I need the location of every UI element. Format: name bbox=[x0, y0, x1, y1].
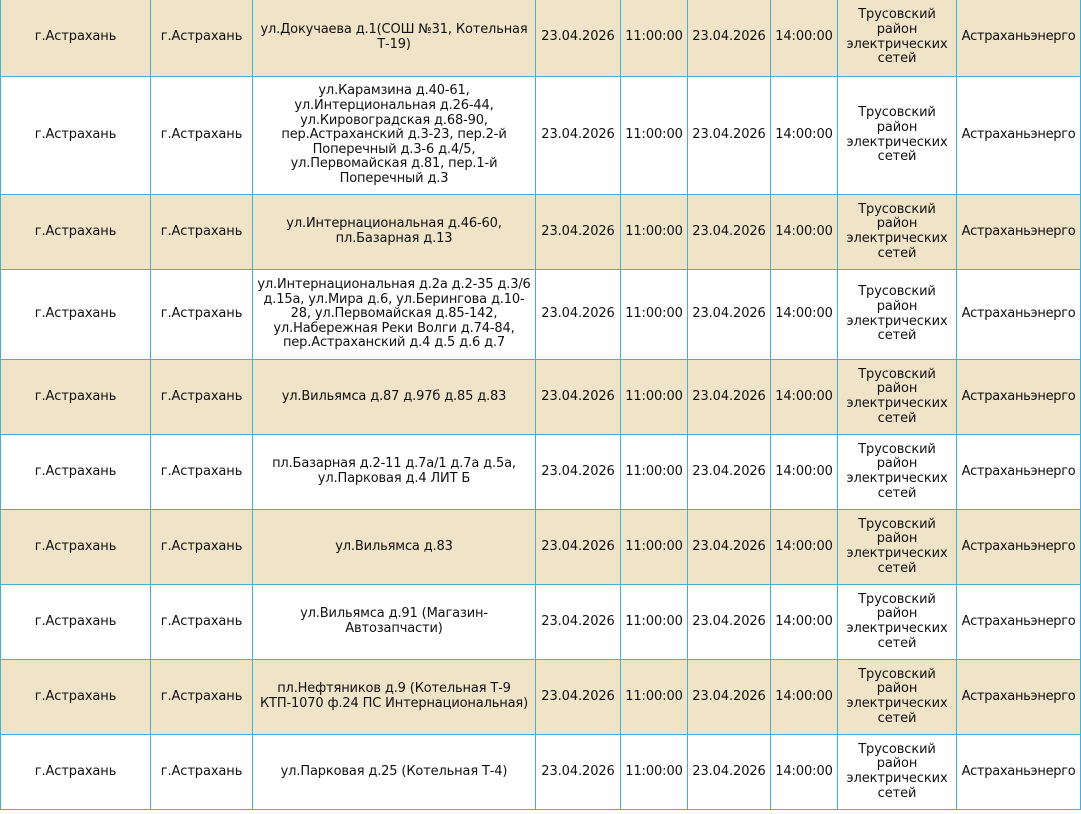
start-time-cell: 11:00:00 bbox=[621, 510, 688, 585]
end-time-cell: 14:00:00 bbox=[771, 585, 838, 660]
end-date-cell: 23.04.2026 bbox=[688, 435, 771, 510]
end-date-cell: 23.04.2026 bbox=[688, 0, 771, 77]
city-cell: г.Астрахань bbox=[1, 660, 151, 735]
end-time-cell: 14:00:00 bbox=[771, 270, 838, 360]
start-date-cell: 23.04.2026 bbox=[536, 0, 621, 77]
start-date-cell: 23.04.2026 bbox=[536, 510, 621, 585]
start-time-cell: 11:00:00 bbox=[621, 195, 688, 270]
region-cell: Трусовский район электрических сетей bbox=[838, 0, 957, 77]
organization-cell: Астраханьэнерго bbox=[957, 195, 1081, 270]
address-cell: ул.Вильямса д.83 bbox=[253, 510, 536, 585]
organization-cell: Астраханьэнерго bbox=[957, 0, 1081, 77]
city-cell: г.Астрахань bbox=[1, 270, 151, 360]
table-row bbox=[1, 195, 1081, 270]
locality-cell: г.Астрахань bbox=[151, 77, 253, 195]
city-cell: г.Астрахань bbox=[1, 195, 151, 270]
locality-cell: г.Астрахань bbox=[151, 735, 253, 810]
start-time-cell: 11:00:00 bbox=[621, 660, 688, 735]
locality-cell: г.Астрахань bbox=[151, 270, 253, 360]
locality-cell: г.Астрахань bbox=[151, 195, 253, 270]
start-date-cell: 23.04.2026 bbox=[536, 435, 621, 510]
locality-cell: г.Астрахань bbox=[151, 660, 253, 735]
end-time-cell: 14:00:00 bbox=[771, 195, 838, 270]
table-row bbox=[1, 435, 1081, 510]
end-time-cell: 14:00:00 bbox=[771, 435, 838, 510]
region-cell: Трусовский район электрических сетей bbox=[838, 77, 957, 195]
end-date-cell: 23.04.2026 bbox=[688, 270, 771, 360]
table-body bbox=[1, 0, 1081, 810]
start-date-cell: 23.04.2026 bbox=[536, 77, 621, 195]
locality-cell: г.Астрахань bbox=[151, 360, 253, 435]
end-date-cell: 23.04.2026 bbox=[688, 195, 771, 270]
end-date-cell: 23.04.2026 bbox=[688, 735, 771, 810]
address-cell: ул.Вильямса д.87 д.97б д.85 д.83 bbox=[253, 360, 536, 435]
table-row bbox=[1, 77, 1081, 195]
address-cell: ул.Интернациональная д.46-60, пл.Базарная д.13 bbox=[253, 195, 536, 270]
address-cell: ул.Карамзина д.40-61, ул.Интерциональная д.26-44, ул.Кировоградская д.68-90, пер.Астраханский д.3-23, пер.2-й Поперечный д.3-6 д.4/5, ул.Первомайская д.81, пер.1-й Поперечный д.3 bbox=[253, 77, 536, 195]
region-cell: Трусовский район электрических сетей bbox=[838, 735, 957, 810]
table-row bbox=[1, 660, 1081, 735]
address-cell: пл.Базарная д.2-11 д.7а/1 д.7а д.5а, ул.Парковая д.4 ЛИТ Б bbox=[253, 435, 536, 510]
end-time-cell: 14:00:00 bbox=[771, 0, 838, 77]
city-cell: г.Астрахань bbox=[1, 435, 151, 510]
start-time-cell: 11:00:00 bbox=[621, 360, 688, 435]
start-time-cell: 11:00:00 bbox=[621, 585, 688, 660]
region-cell: Трусовский район электрических сетей bbox=[838, 585, 957, 660]
organization-cell: Астраханьэнерго bbox=[957, 735, 1081, 810]
address-cell: ул.Вильямса д.91 (Магазин-Автозапчасти) bbox=[253, 585, 536, 660]
locality-cell: г.Астрахань bbox=[151, 510, 253, 585]
start-time-cell: 11:00:00 bbox=[621, 435, 688, 510]
organization-cell: Астраханьэнерго bbox=[957, 660, 1081, 735]
city-cell: г.Астрахань bbox=[1, 77, 151, 195]
region-cell: Трусовский район электрических сетей bbox=[838, 660, 957, 735]
region-cell: Трусовский район электрических сетей bbox=[838, 360, 957, 435]
region-cell: Трусовский район электрических сетей bbox=[838, 195, 957, 270]
table-row bbox=[1, 585, 1081, 660]
table-row bbox=[1, 360, 1081, 435]
table-row bbox=[1, 270, 1081, 360]
city-cell: г.Астрахань bbox=[1, 0, 151, 77]
end-date-cell: 23.04.2026 bbox=[688, 660, 771, 735]
organization-cell: Астраханьэнерго bbox=[957, 270, 1081, 360]
start-time-cell: 11:00:00 bbox=[621, 735, 688, 810]
end-date-cell: 23.04.2026 bbox=[688, 360, 771, 435]
start-date-cell: 23.04.2026 bbox=[536, 195, 621, 270]
table-row bbox=[1, 510, 1081, 585]
address-cell: ул.Докучаева д.1(СОШ №31, Котельная Т-19) bbox=[253, 0, 536, 77]
organization-cell: Астраханьэнерго bbox=[957, 77, 1081, 195]
organization-cell: Астраханьэнерго bbox=[957, 585, 1081, 660]
table-row bbox=[1, 735, 1081, 810]
end-date-cell: 23.04.2026 bbox=[688, 77, 771, 195]
organization-cell: Астраханьэнерго bbox=[957, 435, 1081, 510]
city-cell: г.Астрахань bbox=[1, 510, 151, 585]
end-time-cell: 14:00:00 bbox=[771, 360, 838, 435]
start-date-cell: 23.04.2026 bbox=[536, 270, 621, 360]
address-cell: ул.Парковая д.25 (Котельная Т-4) bbox=[253, 735, 536, 810]
locality-cell: г.Астрахань bbox=[151, 0, 253, 77]
end-time-cell: 14:00:00 bbox=[771, 77, 838, 195]
start-date-cell: 23.04.2026 bbox=[536, 735, 621, 810]
organization-cell: Астраханьэнерго bbox=[957, 360, 1081, 435]
city-cell: г.Астрахань bbox=[1, 360, 151, 435]
start-time-cell: 11:00:00 bbox=[621, 77, 688, 195]
start-date-cell: 23.04.2026 bbox=[536, 660, 621, 735]
address-cell: пл.Нефтяников д.9 (Котельная Т-9 КТП-1070 ф.24 ПС Интернациональная) bbox=[253, 660, 536, 735]
city-cell: г.Астрахань bbox=[1, 735, 151, 810]
city-cell: г.Астрахань bbox=[1, 585, 151, 660]
start-date-cell: 23.04.2026 bbox=[536, 360, 621, 435]
locality-cell: г.Астрахань bbox=[151, 585, 253, 660]
region-cell: Трусовский район электрических сетей bbox=[838, 510, 957, 585]
start-time-cell: 11:00:00 bbox=[621, 0, 688, 77]
region-cell: Трусовский район электрических сетей bbox=[838, 435, 957, 510]
start-time-cell: 11:00:00 bbox=[621, 270, 688, 360]
address-cell: ул.Интернациональная д.2а д.2-35 д.3/6 д.15а, ул.Мира д.6, ул.Берингова д.10-28, ул.Первомайская д.85-142, ул.Набережная Реки Волги д.74-84, пер.Астраханский д.4 д.5 д.6 д.7 bbox=[253, 270, 536, 360]
end-time-cell: 14:00:00 bbox=[771, 735, 838, 810]
start-date-cell: 23.04.2026 bbox=[536, 585, 621, 660]
organization-cell: Астраханьэнерго bbox=[957, 510, 1081, 585]
end-date-cell: 23.04.2026 bbox=[688, 585, 771, 660]
locality-cell: г.Астрахань bbox=[151, 435, 253, 510]
region-cell: Трусовский район электрических сетей bbox=[838, 270, 957, 360]
table-row bbox=[1, 0, 1081, 77]
end-time-cell: 14:00:00 bbox=[771, 660, 838, 735]
end-time-cell: 14:00:00 bbox=[771, 510, 838, 585]
end-date-cell: 23.04.2026 bbox=[688, 510, 771, 585]
